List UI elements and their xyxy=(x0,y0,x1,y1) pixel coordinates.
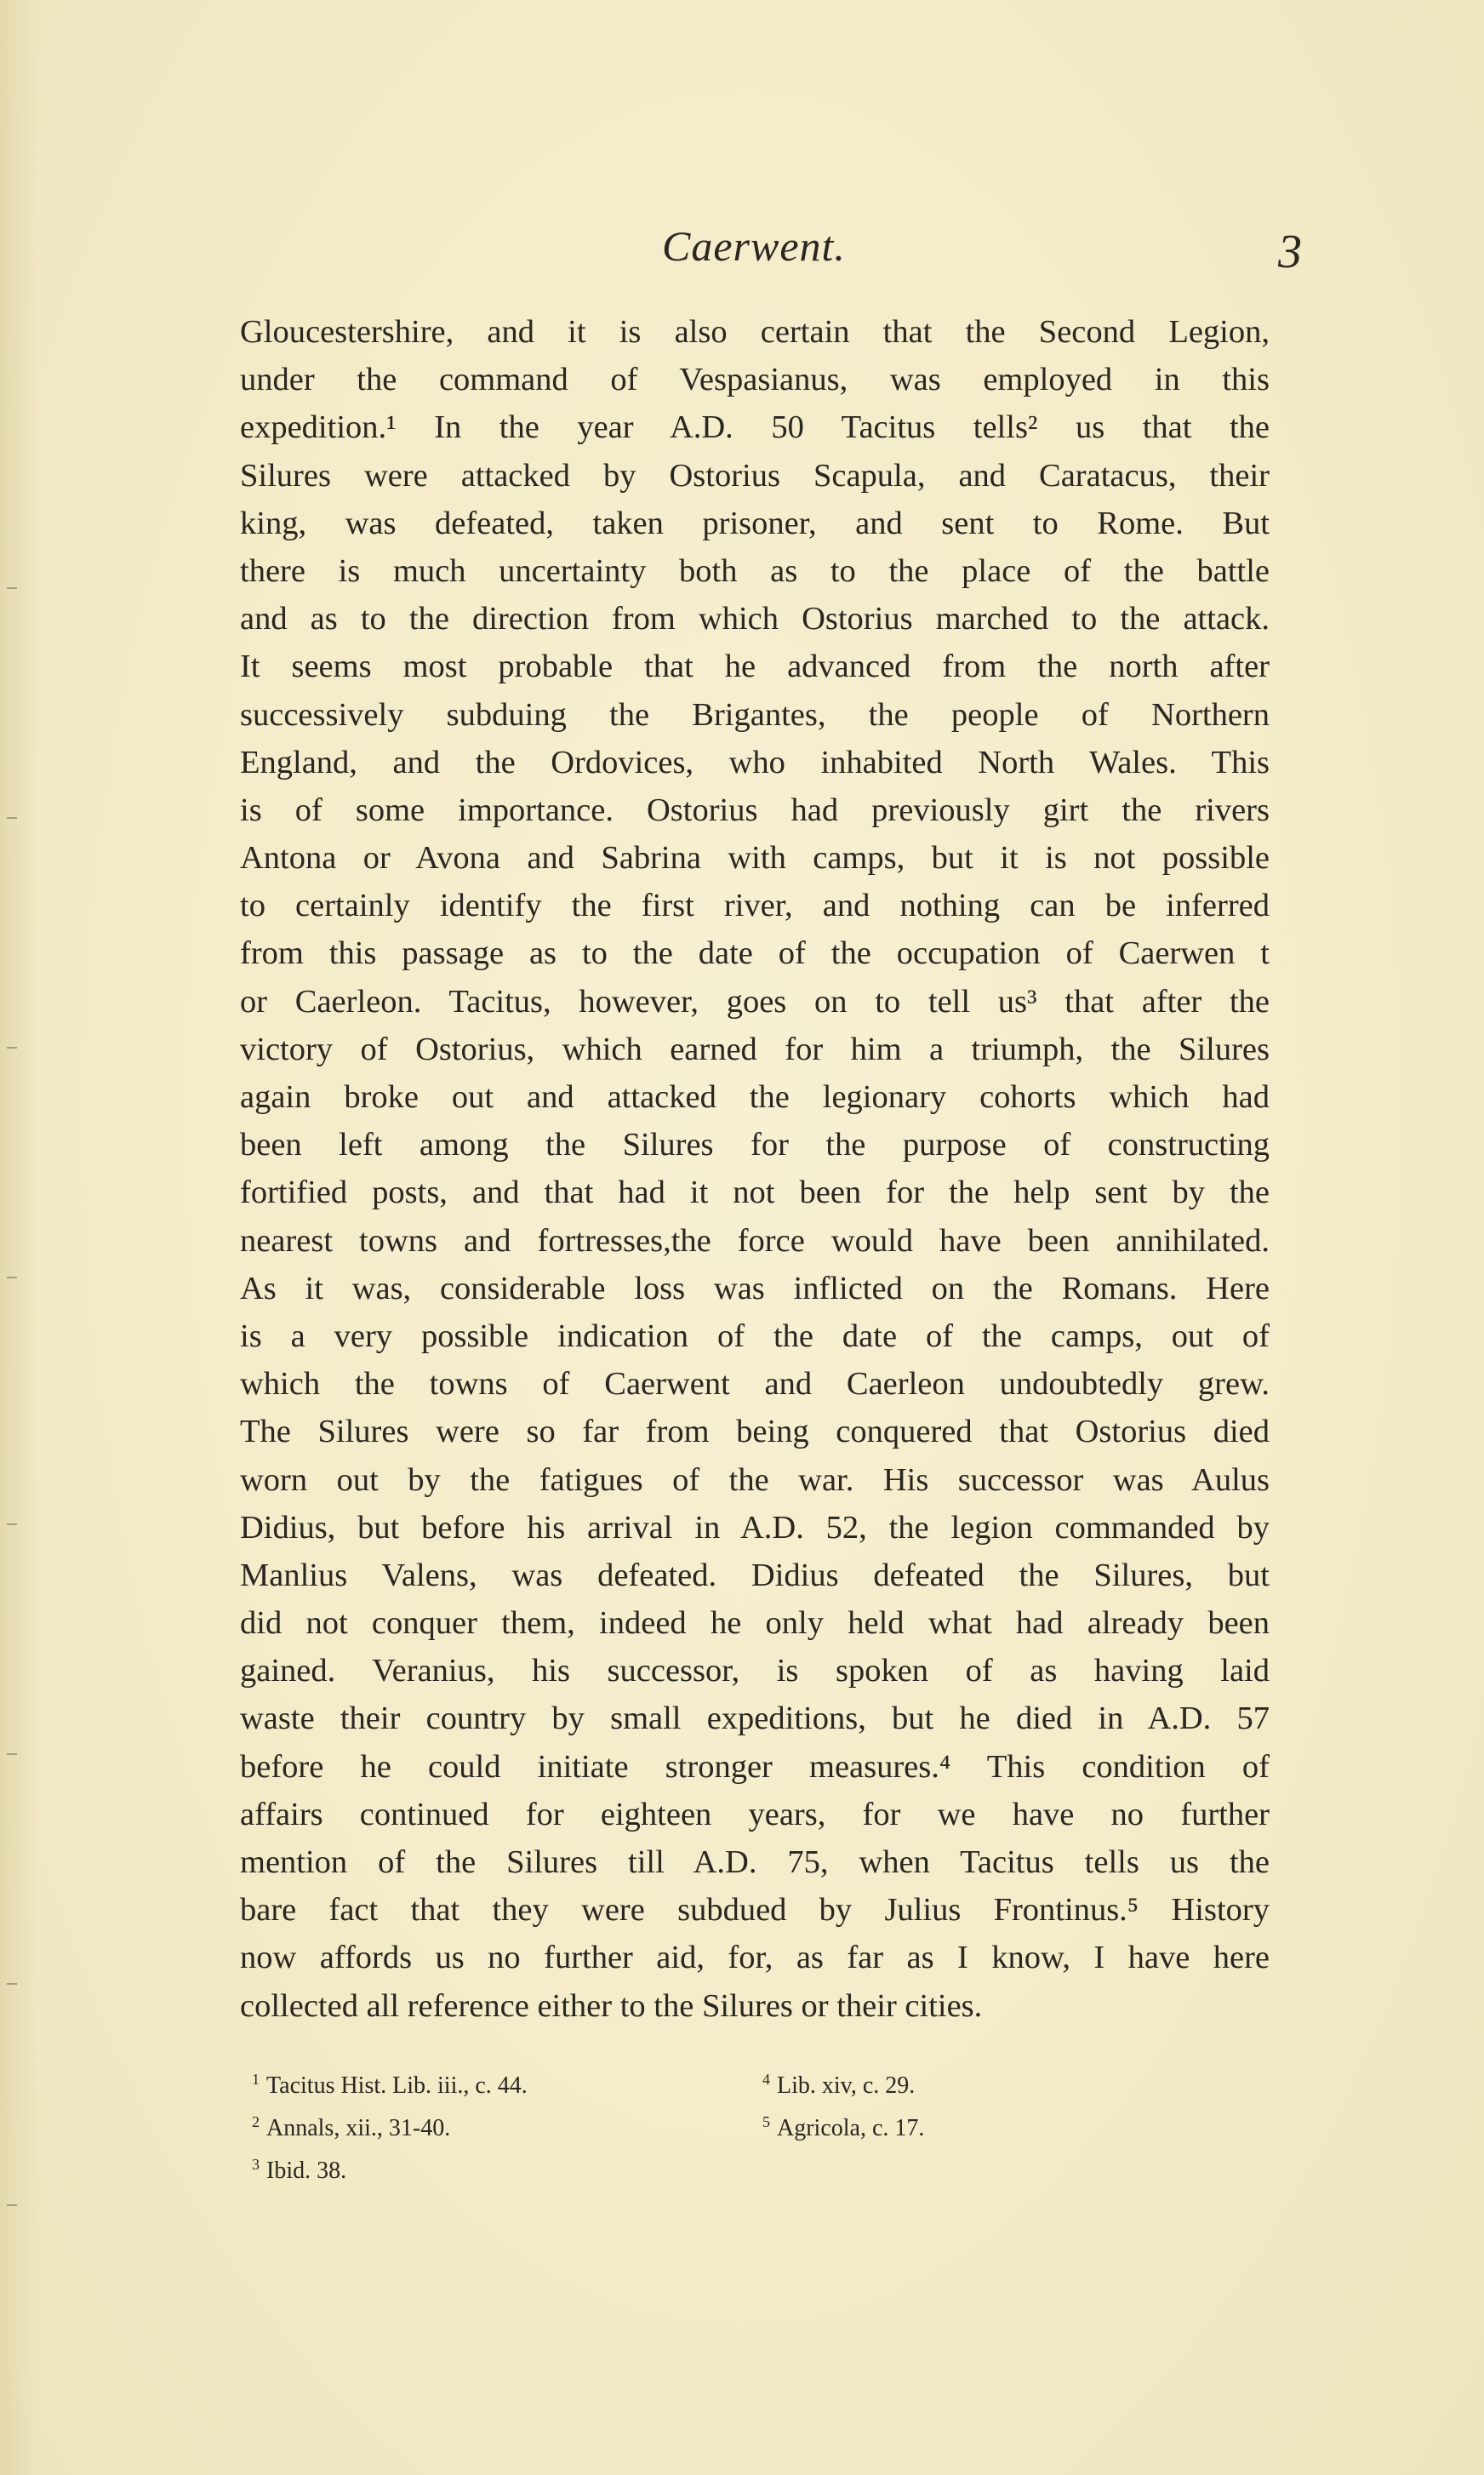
text-line: nearest towns and fortresses,the force would have been annihilated. xyxy=(240,1222,1270,1259)
footnote-text: Agricola, c. 17. xyxy=(777,2115,925,2141)
text-line: now affords us no further aid, for, as far as I know, I have here xyxy=(240,1940,1270,1976)
page-header xyxy=(0,221,1484,298)
text-line: fortified posts, and that had it not been for the help sent by the xyxy=(240,1175,1270,1211)
text-line: to certainly identify the first river, and nothing can be inferred xyxy=(240,888,1270,924)
text-line: mention of the Silures till A.D. 75, when Tacitus tells us the xyxy=(240,1844,1270,1880)
text-line: victory of Ostorius, which earned for him a triumph, the Silures xyxy=(240,1031,1270,1067)
text-line: Antona or Avona and Sabrina with camps, but it is not possible xyxy=(240,840,1270,877)
footnote-marker: 5 xyxy=(762,2113,770,2130)
text-line: again broke out and attacked the legionary cohorts which had xyxy=(240,1079,1270,1115)
body-text xyxy=(240,308,1270,2030)
page-number: 3 xyxy=(1278,226,1302,278)
footnote-marker: 4 xyxy=(762,2071,770,2088)
footnote-marker: 1 xyxy=(252,2071,260,2088)
footnote-text: Ibid. 38. xyxy=(266,2158,347,2184)
text-line: is of some importance. Ostorius had previously girt the rivers xyxy=(240,792,1270,828)
footnote-text: Lib. xiv, c. 29. xyxy=(777,2072,916,2099)
text-line: Gloucestershire, and it is also certain that the Second Legion, xyxy=(240,314,1270,350)
footnote-5 xyxy=(762,2101,924,2150)
text-line: is a very possible indication of the date of the camps, out of xyxy=(240,1318,1270,1354)
text-line: king, was defeated, taken prisoner, and sent to Rome. But xyxy=(240,505,1270,541)
edge-mark xyxy=(7,817,17,819)
edge-mark xyxy=(7,587,17,589)
binding-shadow xyxy=(0,0,39,2475)
text-line: which the towns of Caerwent and Caerleon undoubtedly grew. xyxy=(240,1366,1270,1403)
footnote-marker: 3 xyxy=(252,2156,260,2173)
text-line: England, and the Ordovices, who inhabited North Wales. This xyxy=(240,744,1270,780)
text-line: Silures were attacked by Ostorius Scapula, and Caratacus, their xyxy=(240,457,1270,494)
text-line: or Caerleon. Tacitus, however, goes on to tell us³ that after the xyxy=(240,983,1270,1020)
text-line: and as to the direction from which Ostorius marched to the attack. xyxy=(240,601,1270,637)
text-line: worn out by the fatigues of the war. His successor was Aulus xyxy=(240,1461,1270,1498)
text-line: affairs continued for eighteen years, for we have no further xyxy=(240,1796,1270,1832)
text-line: Didius, but before his arrival in A.D. 52, the legion commanded by xyxy=(240,1509,1270,1546)
text-line: did not conquer them, indeed he only held what had already been xyxy=(240,1605,1270,1642)
text-line: As it was, considerable loss was inflicted on the Romans. Here xyxy=(240,1270,1270,1306)
edge-mark xyxy=(7,1983,17,1985)
text-line: It seems most probable that he advanced from the north after xyxy=(240,649,1270,685)
footnote-text: Annals, xii., 31-40. xyxy=(266,2115,451,2141)
edge-mark xyxy=(7,1047,17,1049)
footnote-marker: 2 xyxy=(252,2113,260,2130)
edge-mark xyxy=(7,1277,17,1278)
text-line: been left among the Silures for the purpose of constructing xyxy=(240,1127,1270,1163)
text-line: collected all reference either to the Silures or their cities. xyxy=(240,1987,983,2024)
edge-mark xyxy=(7,1523,17,1525)
text-line: expedition.¹ In the year A.D. 50 Tacitus tells² us that the xyxy=(240,409,1270,446)
text-line: The Silures were so far from being conquered that Ostorius died xyxy=(240,1414,1270,1450)
edge-mark xyxy=(7,1753,17,1755)
edge-mark xyxy=(7,2204,17,2206)
text-line: there is much uncertainty both as to the place of the battle xyxy=(240,552,1270,589)
text-line: waste their country by small expeditions, but he died in A.D. 57 xyxy=(240,1700,1270,1737)
running-head: Caerwent. xyxy=(662,222,846,270)
text-line: Manlius Valens, was defeated. Didius defeated the Silures, but xyxy=(240,1557,1270,1593)
text-line: successively subduing the Brigantes, the people of Northern xyxy=(240,696,1270,733)
text-line: from this passage as to the date of the occupation of Caerwen t xyxy=(240,935,1270,972)
text-line: bare fact that they were subdued by Julius Frontinus.⁵ History xyxy=(240,1892,1270,1929)
text-line: under the command of Vespasianus, was employed in this xyxy=(240,362,1270,398)
footnote-3 xyxy=(252,2143,346,2192)
footnote-text: Tacitus Hist. Lib. iii., c. 44. xyxy=(266,2072,528,2099)
text-line: gained. Veranius, his successor, is spoken of as having laid xyxy=(240,1653,1270,1689)
text-line: before he could initiate stronger measures.⁴ This condition of xyxy=(240,1748,1270,1785)
